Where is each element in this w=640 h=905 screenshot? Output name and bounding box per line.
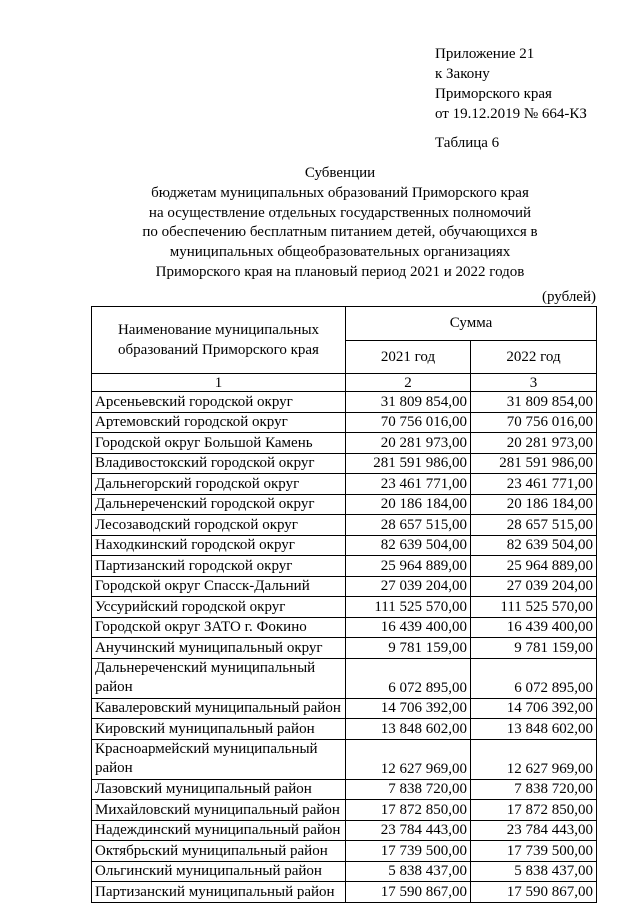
table-row [92, 861, 597, 882]
title-line-4: по обеспечению бесплатным питанием детей, обучающихся в [142, 224, 538, 241]
table-row [92, 882, 597, 903]
amount-2021: 23 461 771,00 [346, 474, 471, 495]
amount-2021: 17 872 850,00 [346, 800, 471, 821]
municipality-name: Анучинский муниципальный округ [92, 638, 346, 659]
title-line-1: Субвенции [304, 165, 376, 181]
amount-2022: 13 848 602,00 [471, 719, 597, 740]
amount-2021: 27 039 204,00 [346, 576, 471, 597]
table-row [92, 515, 597, 536]
amount-2021: 281 591 986,00 [346, 453, 471, 474]
table-header [92, 307, 597, 374]
table-row [92, 556, 597, 577]
amount-2021: 7 838 720,00 [346, 779, 471, 800]
municipality-name: Партизанский городской округ [92, 556, 346, 577]
table-row [92, 433, 597, 454]
amount-2021: 17 590 867,00 [346, 882, 471, 903]
title-line-3: на осуществление отдельных государственных полномочий [148, 204, 532, 221]
unit-label: (рублей) [541, 289, 596, 305]
amount-2021: 111 525 570,00 [346, 597, 471, 618]
table-row [92, 841, 597, 862]
municipality-name: Партизанский муниципальный район [92, 882, 346, 903]
municipality-name: Кировский муниципальный район [92, 719, 346, 740]
amount-2021: 6 072 895,00 [346, 658, 471, 698]
amount-2022: 17 872 850,00 [471, 800, 597, 821]
table-body [92, 374, 597, 903]
table-row [92, 453, 597, 474]
amount-2021: 5 838 437,00 [346, 861, 471, 882]
column-number-1: 1 [92, 374, 346, 392]
appendix-line-4: от 19.12.2019 № 664-КЗ [435, 106, 587, 122]
amount-2021: 9 781 159,00 [346, 638, 471, 659]
amount-2021: 20 281 973,00 [346, 433, 471, 454]
table-row [92, 392, 597, 413]
table-row [92, 779, 597, 800]
table-row [92, 739, 597, 779]
appendix-line-2: к Закону [435, 66, 490, 82]
amount-2022: 5 838 437,00 [471, 861, 597, 882]
appendix-line-1: Приложение 21 [435, 46, 535, 62]
amount-2022: 281 591 986,00 [471, 453, 597, 474]
municipality-name: Городской округ Большой Камень [92, 433, 346, 454]
municipality-name: Ольгинский муниципальный район [92, 861, 346, 882]
amount-2022: 111 525 570,00 [471, 597, 597, 618]
table-row [92, 638, 597, 659]
table-row [92, 412, 597, 433]
municipality-name: Красноармейский муниципальный район [92, 739, 346, 779]
column-number-2: 2 [346, 374, 471, 392]
amount-2022: 17 590 867,00 [471, 882, 597, 903]
table-row [92, 597, 597, 618]
title-line-2: бюджетам муниципальных образований Приморского края [151, 184, 529, 201]
header-2022: 2022 год [471, 341, 597, 374]
amount-2021: 20 186 184,00 [346, 494, 471, 515]
amount-2021: 70 756 016,00 [346, 412, 471, 433]
amount-2022: 20 281 973,00 [471, 433, 597, 454]
municipality-name: Михайловский муниципальный район [92, 800, 346, 821]
municipality-name: Дальнегорский городской округ [92, 474, 346, 495]
amount-2021: 28 657 515,00 [346, 515, 471, 536]
appendix-block [435, 44, 587, 124]
municipality-name: Уссурийский городской округ [92, 597, 346, 618]
amount-2021: 25 964 889,00 [346, 556, 471, 577]
municipality-name: Артемовский городской округ [92, 412, 346, 433]
amount-2022: 28 657 515,00 [471, 515, 597, 536]
table-row [92, 474, 597, 495]
amount-2022: 16 439 400,00 [471, 617, 597, 638]
amount-2022: 23 461 771,00 [471, 474, 597, 495]
title-line-5: муниципальных общеобразовательных организациях [169, 244, 511, 261]
amount-2021: 23 784 443,00 [346, 820, 471, 841]
table-row [92, 617, 597, 638]
amount-2022: 25 964 889,00 [471, 556, 597, 577]
title-line-6: Приморского края на плановый период 2021 и 2022 годов [155, 263, 525, 280]
amount-2021: 14 706 392,00 [346, 698, 471, 719]
appendix-line-3: Приморского края [435, 86, 552, 102]
amount-2022: 12 627 969,00 [471, 739, 597, 779]
amount-2021: 13 848 602,00 [346, 719, 471, 740]
municipality-name: Лесозаводский городской округ [92, 515, 346, 536]
amount-2021: 12 627 969,00 [346, 739, 471, 779]
header-2021: 2021 год [346, 341, 471, 374]
subvention-table [91, 306, 597, 903]
municipality-name: Городской округ Спасск-Дальний [92, 576, 346, 597]
amount-2022: 9 781 159,00 [471, 638, 597, 659]
table-row [92, 535, 597, 556]
amount-2022: 6 072 895,00 [471, 658, 597, 698]
amount-2022: 23 784 443,00 [471, 820, 597, 841]
municipality-name: Лазовский муниципальный район [92, 779, 346, 800]
municipality-name: Дальнереченский муниципальный район [92, 658, 346, 698]
header-sum: Сумма [346, 307, 597, 341]
table-row [92, 494, 597, 515]
municipality-name: Арсеньевский городской округ [92, 392, 346, 413]
amount-2022: 31 809 854,00 [471, 392, 597, 413]
municipality-name: Октябрьский муниципальный район [92, 841, 346, 862]
municipality-name: Надеждинский муниципальный район [92, 820, 346, 841]
amount-2022: 20 186 184,00 [471, 494, 597, 515]
table-row [92, 820, 597, 841]
table-row [92, 698, 597, 719]
municipality-name: Городской округ ЗАТО г. Фокино [92, 617, 346, 638]
document-title [92, 164, 588, 283]
amount-2022: 70 756 016,00 [471, 412, 597, 433]
header-name: Наименование муниципальных образований Приморского края [92, 307, 346, 374]
municipality-name: Дальнереченский городской округ [92, 494, 346, 515]
column-number-3: 3 [471, 374, 597, 392]
amount-2022: 27 039 204,00 [471, 576, 597, 597]
municipality-name: Находкинский городской округ [92, 535, 346, 556]
amount-2021: 31 809 854,00 [346, 392, 471, 413]
amount-2021: 82 639 504,00 [346, 535, 471, 556]
table-row [92, 719, 597, 740]
table-row [92, 658, 597, 698]
column-numbers-row [92, 374, 597, 392]
amount-2021: 16 439 400,00 [346, 617, 471, 638]
amount-2022: 7 838 720,00 [471, 779, 597, 800]
table-label: Таблица 6 [435, 135, 500, 151]
municipality-name: Кавалеровский муниципальный район [92, 698, 346, 719]
amount-2021: 17 739 500,00 [346, 841, 471, 862]
amount-2022: 17 739 500,00 [471, 841, 597, 862]
table-row [92, 576, 597, 597]
table-row [92, 800, 597, 821]
amount-2022: 14 706 392,00 [471, 698, 597, 719]
municipality-name: Владивостокский городской округ [92, 453, 346, 474]
amount-2022: 82 639 504,00 [471, 535, 597, 556]
